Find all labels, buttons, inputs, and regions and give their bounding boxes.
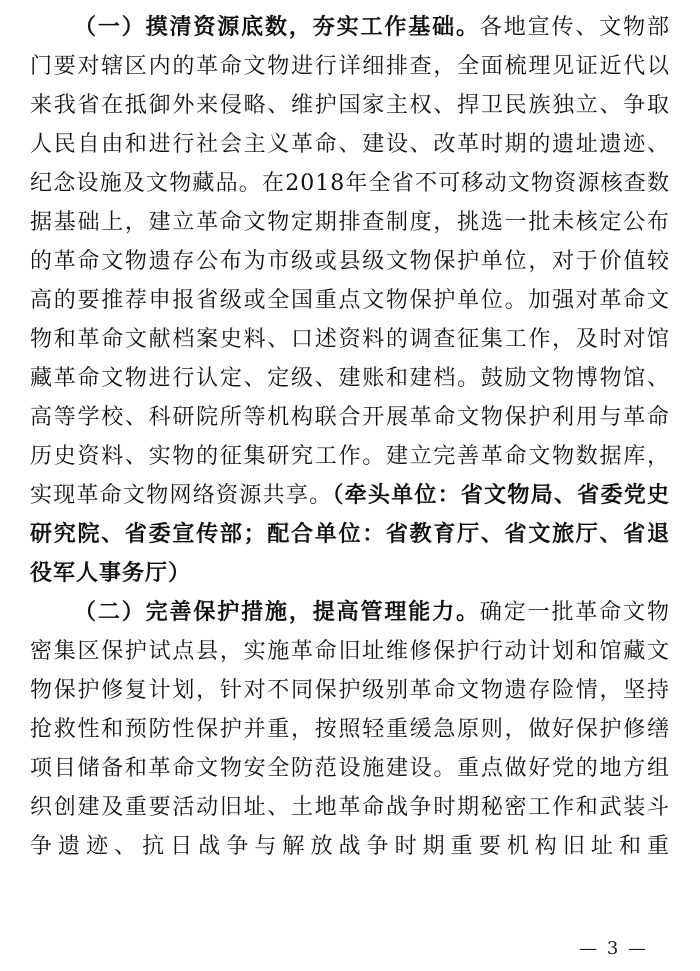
section-1-paragraph: [30, 8, 670, 593]
section-1-note: （牵头单位：省文物局、省委党史研究院、省委宣传部；配合单位：省教育厅、省文旅厅、省退役军人事务厅）: [30, 482, 670, 586]
section-2-heading: （二）完善保护措施，提高管理能力。: [74, 599, 480, 625]
section-2-paragraph: [30, 593, 670, 866]
section-2-body: 确定一批革命文物密集区保护试点县，实施革命旧址维修保护行动计划和馆藏文物保护修复计划，针对不同保护级别革命文物遗存险情，坚持抢救性和预防性保护并重，按照轻重缓急原则，做好保护修缮项目储备和革命文物安全防范设施建设。重点做好党的地方组织创建及重要活动旧址、土地革命战争时期秘密工作和武装斗争遗迹、抗日战争与解放战争时期重要机构旧址和重: [30, 600, 670, 859]
section-1-heading: （一）摸清资源底数，夯实工作基础。: [74, 14, 480, 40]
section-1-body: 各地宣传、文物部门要对辖区内的革命文物进行详细排查，全面梳理见证近代以来我省在抵御外来侵略、维护国家主权、捍卫民族独立、争取人民自由和进行社会主义革命、建设、改革时期的遗址遗迹、纪念设施及文物藏品。在2018年全省不可移动文物资源核查数据基础上，建立革命文物定期排查制度，挑选一批未核定公布的革命文物遗存公布为市级或县级文物保护单位，对于价值较高的要推荐申报省级或全国重点文物保护单位。加强对革命文物和革命文献档案史料、口述资料的调查征集工作，及时对馆藏革命文物进行认定、定级、建账和建档。鼓励文物博物馆、高等学校、科研院所等机构联合开展革命文物保护利用与革命历史资料、实物的征集研究工作。建立完善革命文物数据库，实现革命文物网络资源共享。: [30, 15, 670, 508]
page-number: — 3 —: [579, 938, 648, 959]
document-page: [30, 8, 670, 866]
